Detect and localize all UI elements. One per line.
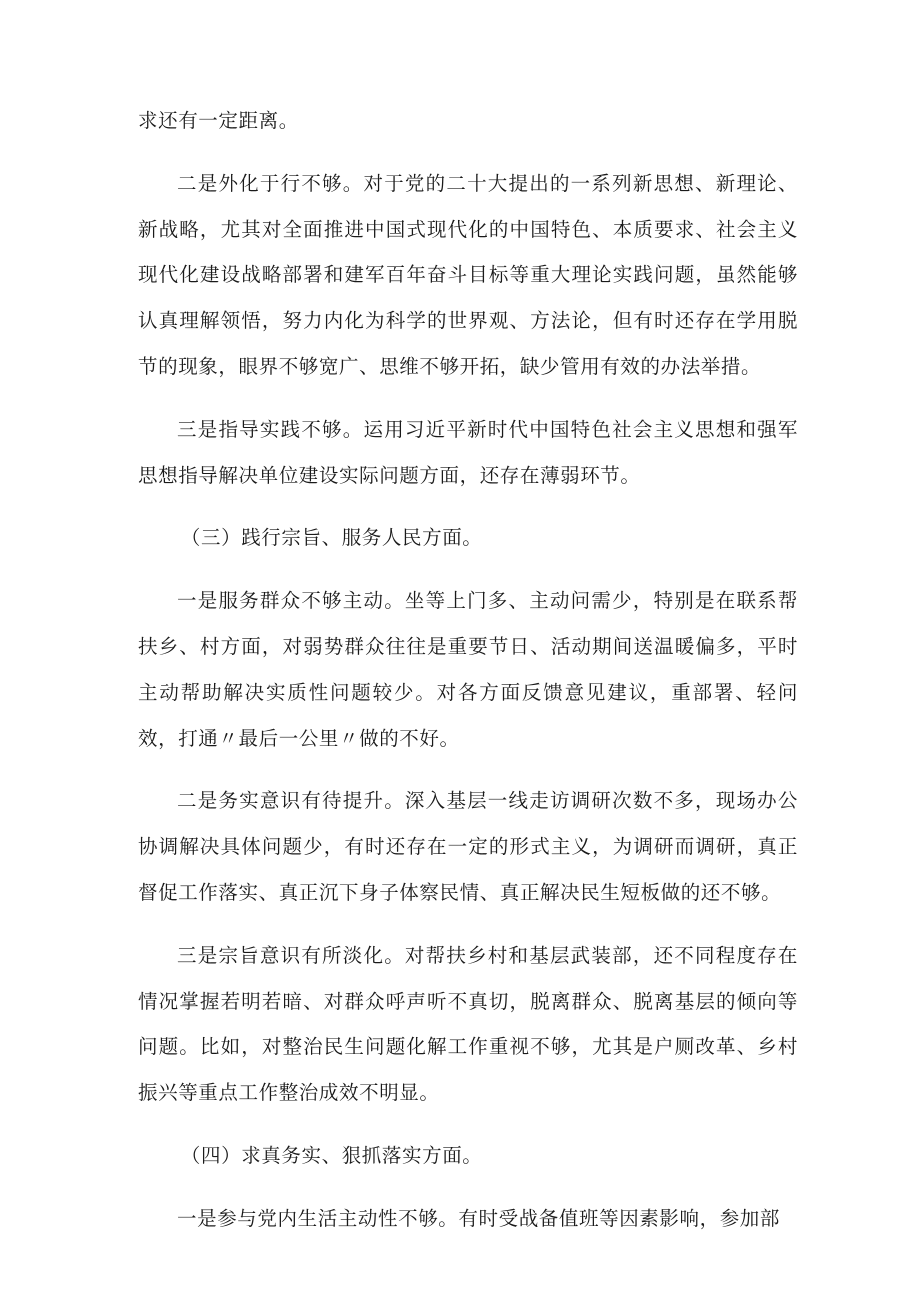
section-heading: （四）求真务实、狠抓落实方面。	[180, 1143, 483, 1167]
paragraph-body: 一是服务群众不够主动。坐等上门多、主动问需少，特别是在联系帮扶乡、村方面，对弱势群众往往是重要节日、活动期间送温暖偏多，平时主动帮助解决实质性问题较少。对各方面反馈意见建议，重部署、轻问效，打通〃最后一公里〃做的不好。	[138, 589, 798, 750]
document-body	[138, 98, 798, 1259]
paragraph-body: 二是外化于行不够。对于党的二十大提出的一系列新思想、新理论、新战略，尤其对全面推进中国式现代化的中国特色、本质要求、社会主义现代化建设战略部署和建军百年奋斗目标等重大理论实践问题，虽然能够认真理解领悟，努力内化为科学的世界观、方法论，但有时还存在学用脱节的现象，眼界不够宽广、思维不够开拓，缺少管用有效的办法举措。	[138, 171, 798, 378]
paragraph-body: 三是宗旨意识有所淡化。对帮扶乡村和基层武装部，还不同程度存在情况掌握若明若暗、对群众呼声听不真切，脱离群众、脱离基层的倾向等问题。比如，对整治民生问题化解工作重视不够，尤其是户厕改革、乡村振兴等重点工作整治成效不明显。	[138, 943, 798, 1105]
paragraph-body: 三是指导实践不够。运用习近平新时代中国特色社会主义思想和强军思想指导解决单位建设实际问题方面，还存在薄弱环节。	[138, 417, 798, 487]
paragraph-body: 二是务实意识有待提升。深入基层一线走访调研次数不多，现场办公协调解决具体问题少，有时还存在一定的形式主义，为调研而调研，真正督促工作落实、真正沉下身子体察民情、真正解决民生短板做的还不够。	[138, 789, 798, 904]
paragraph-body: 一是参与党内生活主动性不够。有时受战备值班等因素影响，参加部	[177, 1206, 781, 1230]
paragraph-continuation: 求还有一定距离。	[138, 109, 299, 132]
section-heading: （三）践行宗旨、服务人民方面。	[180, 526, 483, 550]
